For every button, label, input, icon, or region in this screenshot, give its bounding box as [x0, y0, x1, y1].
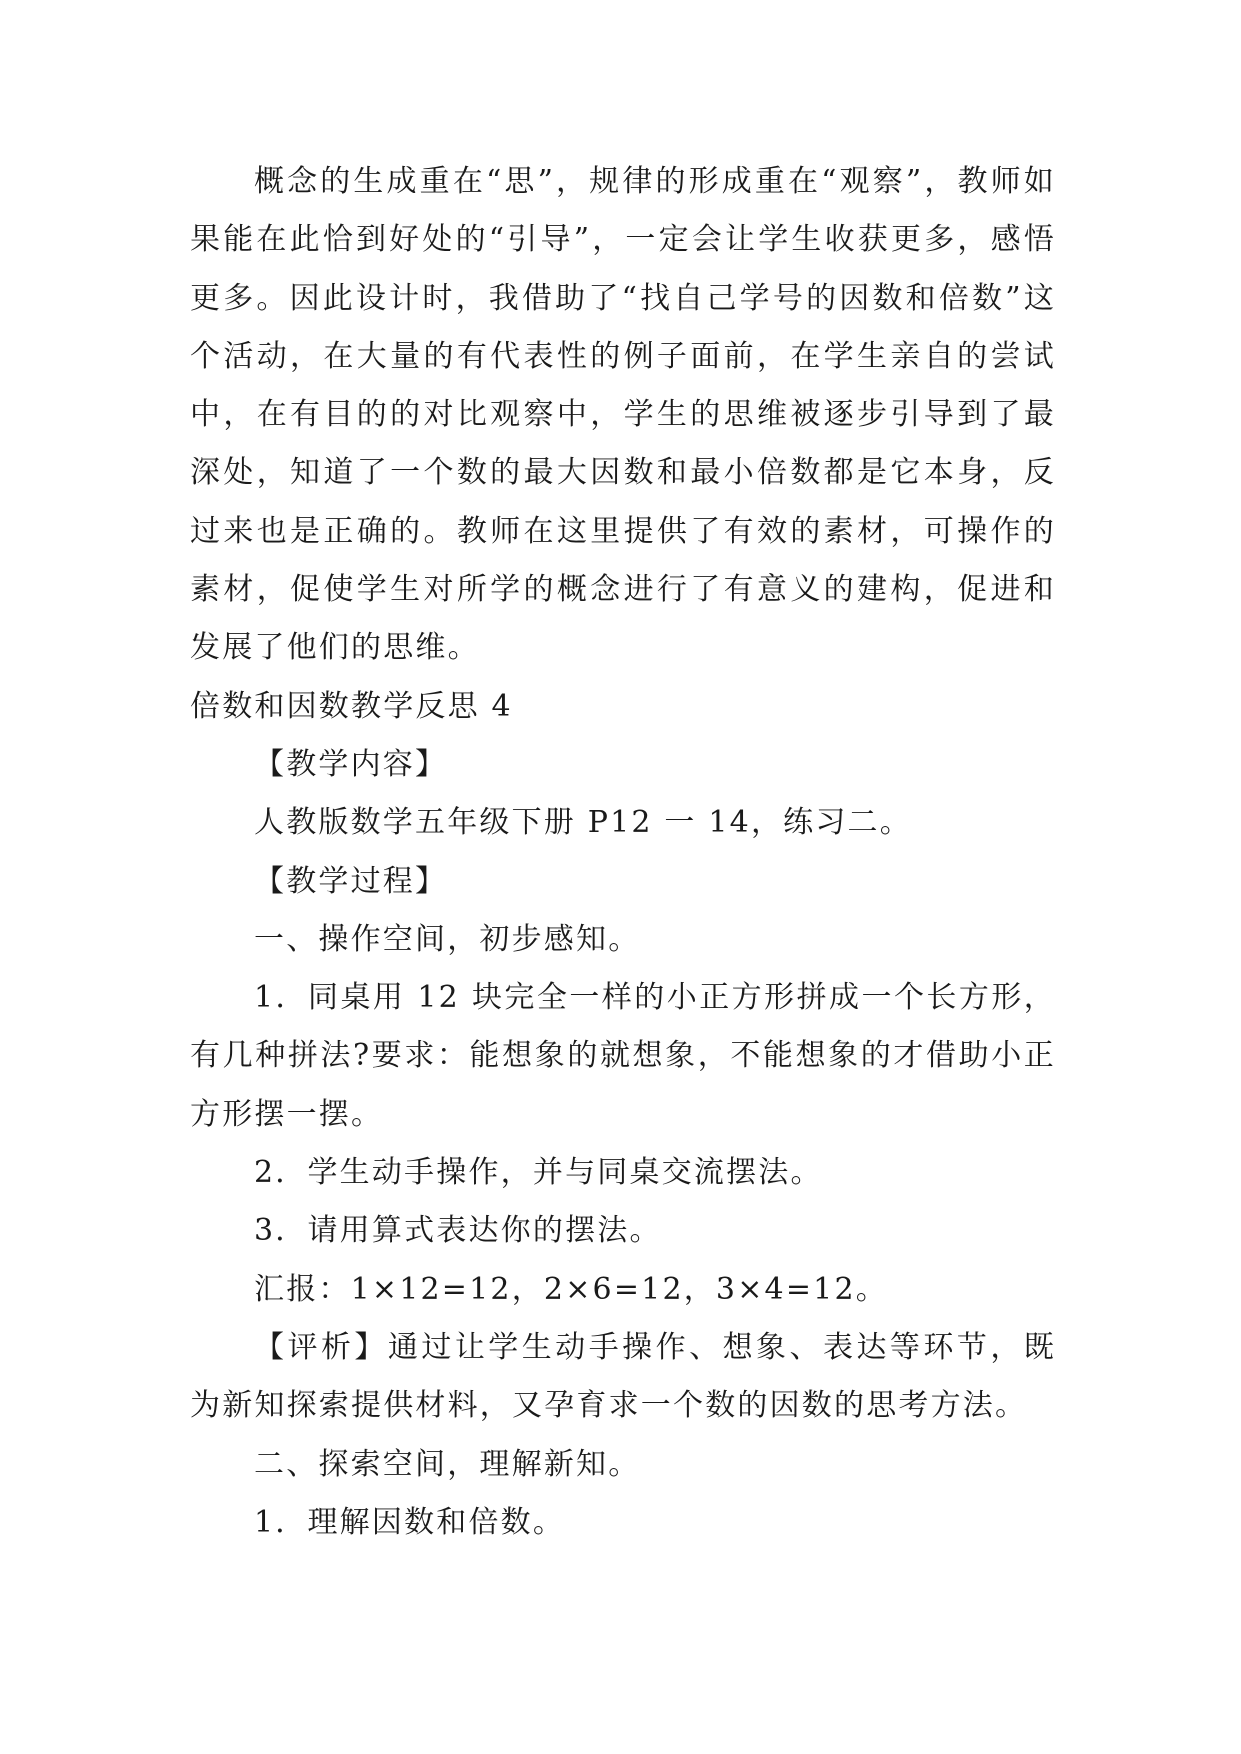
paragraph-textbook-reference: 人教版数学五年级下册 P12 一 14，练习二。	[254, 805, 912, 841]
subheading-exploration-space: 二、探索空间，理解新知。	[254, 1446, 641, 1482]
list-item-1: 1．同桌用 12 块完全一样的小正方形拼成一个长方形，有几种拼法?要求：能想象的就想象，不能想象的才借助小正方形摆一摆。	[190, 980, 1056, 1132]
list-item-understand: 1．理解因数和倍数。	[254, 1504, 566, 1540]
section-title: 倍数和因数教学反思 4	[190, 688, 513, 724]
list-item-2: 2．学生动手操作，并与同桌交流摆法。	[254, 1155, 823, 1191]
heading-teaching-content: 【教学内容】	[254, 746, 448, 782]
paragraph-concept-reflection: 概念的生成重在“思”，规律的形成重在“观察”，教师如果能在此恰到好处的“引导”，一定会让学生收获更多，感悟更多。因此设计时，我借助了“找自己学号的因数和倍数”这个活动，在大量的有代表性的例子面前，在学生亲自的尝试中，在有目的的对比观察中，学生的思维被逐步引导到了最深处，知道了一个数的最大因数和最小倍数都是它本身，反过来也是正确的。教师在这里提供了有效的素材，可操作的素材，促使学生对所学的概念进行了有意义的建构，促进和发展了他们的思维。	[190, 164, 1056, 666]
list-item-3: 3．请用算式表达你的摆法。	[254, 1213, 662, 1249]
heading-teaching-process: 【教学过程】	[254, 863, 448, 899]
subheading-operation-space: 一、操作空间，初步感知。	[254, 921, 641, 957]
paragraph-report: 汇报：1×12=12，2×6=12，3×4=12。	[254, 1271, 888, 1307]
paragraph-commentary: 【评析】通过让学生动手操作、想象、表达等环节，既为新知探索提供材料，又孕育求一个数的因数的思考方法。	[190, 1329, 1056, 1424]
document-body	[190, 153, 1056, 1552]
